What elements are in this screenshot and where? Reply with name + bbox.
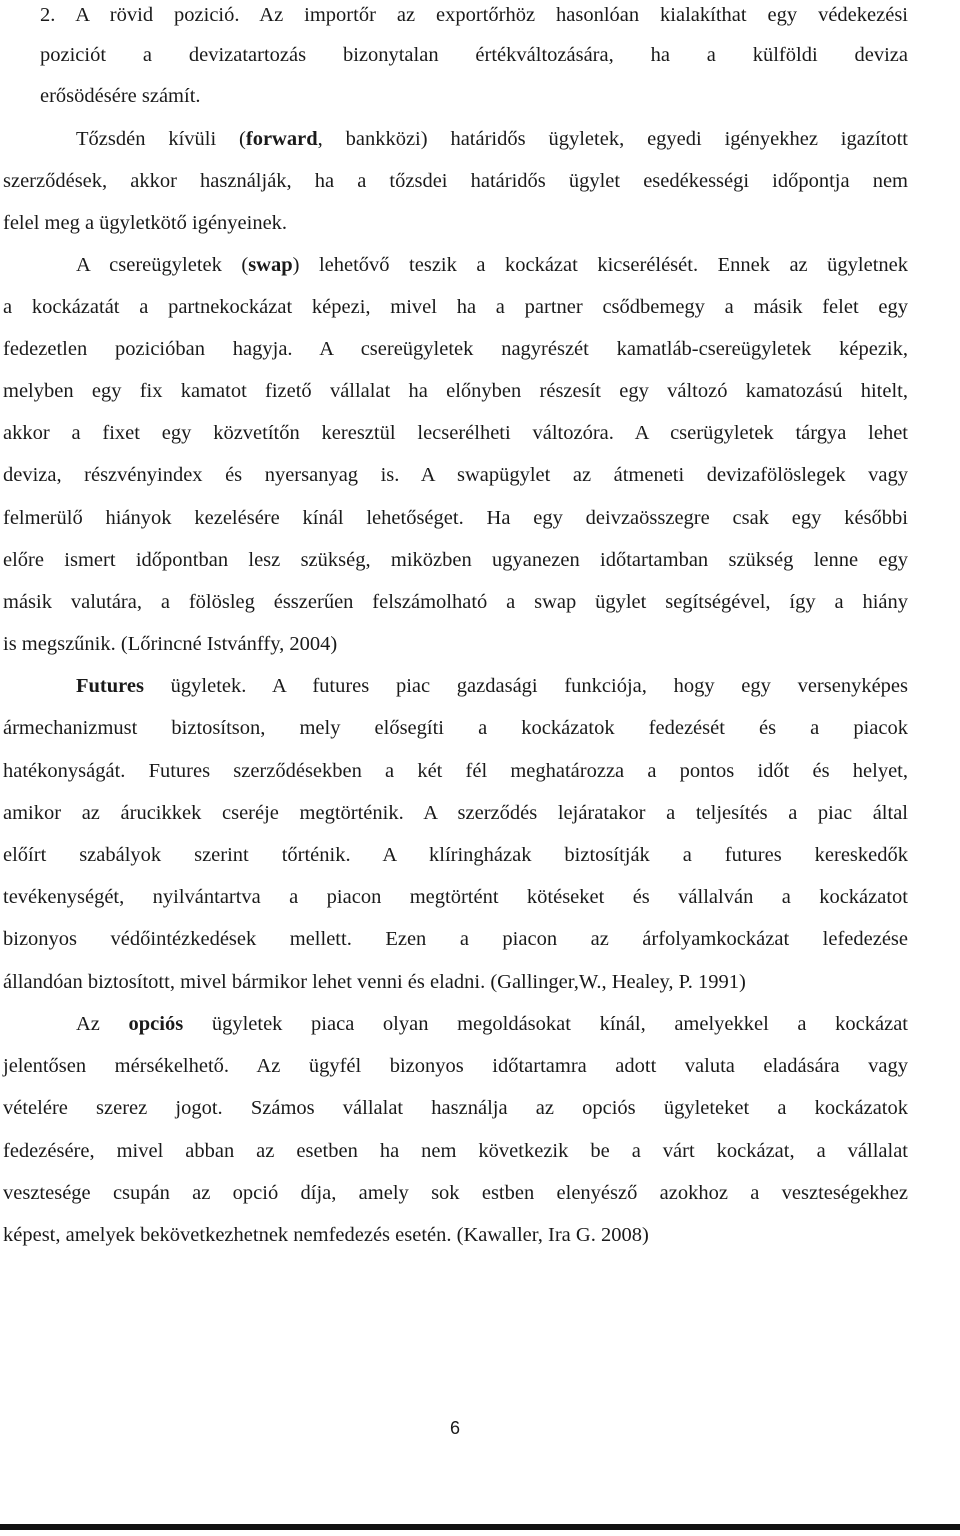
text-run: felmerülő hiányok kezelésére kínál lehetőséget. Ha egy deivzaösszegre csak egy későbbi bbox=[3, 507, 908, 529]
text-line bbox=[3, 376, 908, 406]
text-line bbox=[40, 40, 908, 70]
text-line bbox=[40, 81, 908, 111]
text-run: melyben egy fix kamatot fizető vállalat ha előnyben részesít egy változó kamatozású hitelt, bbox=[3, 380, 908, 402]
text-line bbox=[3, 1220, 908, 1250]
text-run: hatékonyságát. Futures szerződésekben a két fél meghatározza a pontos időt és helyet, bbox=[3, 760, 908, 782]
text-run: másik valutára, a fölösleg ésszerűen felszámolható a swap ügylet segítségével, így a hiány bbox=[3, 591, 908, 613]
text-line bbox=[3, 798, 908, 828]
text-run: ügyletek. A futures piac gazdasági funkciója, hogy egy versenyképes bbox=[143, 675, 908, 697]
bold-term: forward bbox=[245, 128, 318, 150]
text-line bbox=[76, 1009, 908, 1039]
text-line bbox=[3, 334, 908, 364]
text-line bbox=[3, 1136, 908, 1166]
text-run: előírt szabályok szerint tőrténik. A klíringházak biztosítják a futures kereskedők bbox=[3, 844, 908, 866]
text-line bbox=[3, 545, 908, 575]
text-run: előre ismert időpontban lesz szükség, miközben ugyanezen időtartamban szükség lenne egy bbox=[3, 549, 908, 571]
text-run: felel meg a ügyletkötő igényeinek. bbox=[3, 212, 288, 234]
text-run: , bankközi) határidős ügyletek, egyedi igényekhez igazított bbox=[317, 128, 908, 150]
text-line bbox=[3, 208, 908, 238]
text-run: Tőzsdén kívüli ( bbox=[76, 128, 246, 150]
text-line bbox=[3, 924, 908, 954]
text-run: Az bbox=[76, 1013, 129, 1035]
text-run: képest, amelyek bekövetkezhetnek nemfedezés esetén. (Kawaller, Ira G. 2008) bbox=[3, 1224, 649, 1246]
text-line bbox=[3, 840, 908, 870]
text-line bbox=[3, 292, 908, 322]
text-run: vételére szerez jogot. Számos vállalat használja az opciós ügyleteket a kockázatok bbox=[3, 1097, 908, 1119]
text-run: bizonyos védőintézkedések mellett. Ezen a piacon az árfolyamkockázat lefedezése bbox=[3, 928, 908, 950]
text-line bbox=[3, 1178, 908, 1208]
text-run: fedezésére, mivel abban az esetben ha nem következik be a várt kockázat, a vállalat bbox=[3, 1140, 908, 1162]
text-line bbox=[3, 460, 908, 490]
text-run: erősödésére számít. bbox=[40, 85, 201, 107]
bold-term: opciós bbox=[128, 1013, 184, 1035]
text-line bbox=[76, 250, 908, 280]
text-run: A csereügyletek ( bbox=[76, 254, 249, 276]
text-run: vesztesége csupán az opció díja, amely sok estben elenyésző azokhoz a veszteségekhez bbox=[3, 1182, 908, 1204]
text-run: amikor az árucikkek cseréje megtörténik. A szerződés lejáratakor a teljesítés a piac által bbox=[3, 802, 908, 824]
text-line bbox=[3, 1051, 908, 1081]
text-run: akkor a fixet egy közvetítőn keresztül lecserélheti változóra. A cserügyletek tárgya lehet bbox=[3, 422, 908, 444]
text-line bbox=[3, 967, 908, 997]
bold-term: swap bbox=[248, 254, 293, 276]
text-line bbox=[3, 418, 908, 448]
text-line bbox=[3, 713, 908, 743]
footer-rule bbox=[0, 1522, 960, 1531]
text-run: ügyletek piaca olyan megoldásokat kínál, amelyekkel a kockázat bbox=[183, 1013, 908, 1035]
text-line bbox=[3, 587, 908, 617]
page-number: 6 bbox=[449, 1418, 460, 1438]
text-run: poziciót a devizatartozás bizonytalan értékváltozására, ha a külföldi deviza bbox=[40, 44, 908, 66]
text-line bbox=[40, 0, 908, 30]
text-line bbox=[3, 756, 908, 786]
text-run: tevékenységét, nyilvántartva a piacon megtörtént kötéseket és vállalván a kockázatot bbox=[3, 886, 908, 908]
text-line bbox=[76, 124, 908, 154]
text-run: ) lehetővő teszik a kockázat kicserélését. Ennek az ügyletnek bbox=[292, 254, 908, 276]
text-line bbox=[3, 882, 908, 912]
text-run: deviza, részvényindex és nyersanyag is. A swapügylet az átmeneti devizafölöslegek vagy bbox=[3, 464, 908, 486]
text-run: 2. A rövid pozició. Az importőr az exportőrhöz hasonlóan kialakíthat egy védekezési bbox=[40, 4, 908, 26]
text-line bbox=[3, 629, 908, 659]
text-run: jelentősen mérsékelhető. Az ügyfél bizonyos időtartamra adott valuta eladására vagy bbox=[3, 1055, 908, 1077]
text-run: a kockázatát a partnekockázat képezi, mivel ha a partner csődbemegy a másik felet egy bbox=[3, 296, 908, 318]
bold-term: Futures bbox=[76, 675, 144, 697]
text-run: ármechanizmust biztosítson, mely elősegíti a kockázatok fedezését és a piacok bbox=[3, 717, 908, 739]
text-line bbox=[3, 166, 908, 196]
text-line bbox=[3, 1093, 908, 1123]
text-run: szerződések, akkor használják, ha a tőzsdei határidős ügylet esedékességi időpontja nem bbox=[3, 170, 908, 192]
text-line bbox=[76, 671, 908, 701]
text-run: állandóan biztosított, mivel bármikor lehet venni és eladni. (Gallinger,W., Healey, P. 1991) bbox=[3, 971, 746, 993]
text-line bbox=[3, 503, 908, 533]
text-run: fedezetlen pozicióban hagyja. A csereügyletek nagyrészét kamatláb-csereügyletek képezik, bbox=[3, 338, 908, 360]
text-run: is megszűnik. (Lőrincné Istvánffy, 2004) bbox=[3, 633, 338, 655]
